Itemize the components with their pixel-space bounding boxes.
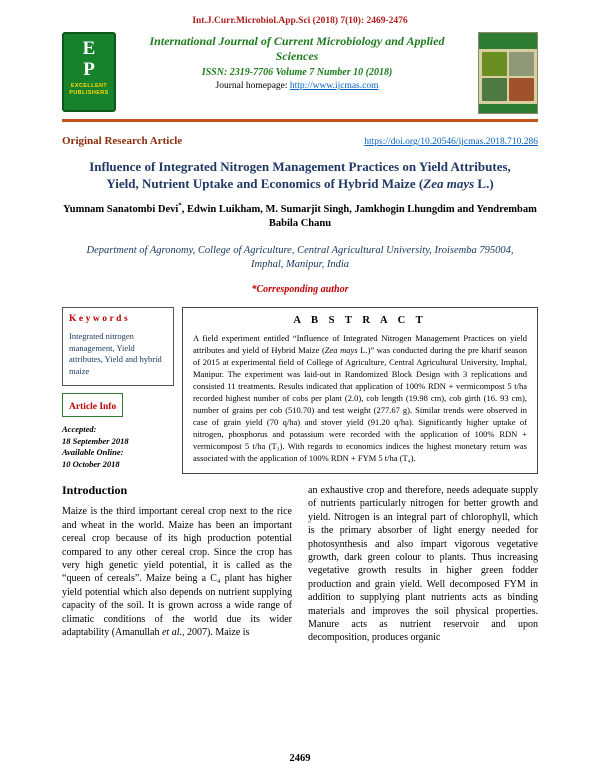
- logo-caption: [69, 83, 108, 97]
- article-sidebar: [62, 307, 174, 470]
- article-meta-row: [62, 135, 538, 147]
- author-first: Yumnam Sanatombi Devi: [63, 204, 179, 215]
- logo-letter-p: P: [83, 59, 95, 80]
- corresponding-star: *: [178, 201, 182, 210]
- accepted-date: 18 September 2018: [62, 435, 129, 446]
- cover-photo: [509, 78, 534, 102]
- author-rest: , Edwin Luikham, M. Sumarjit Singh, Jamkhogin Lhungdim and Yendrembam Babila Chanu: [181, 204, 537, 229]
- publisher-logo: [62, 32, 116, 112]
- homepage-label: Journal homepage:: [215, 81, 290, 91]
- logo-letter-e: E: [82, 38, 96, 59]
- cover-top-band: [479, 33, 537, 49]
- abstract-heading: A B S T R A C T: [293, 315, 427, 326]
- keywords-heading: Keywords: [69, 314, 131, 324]
- homepage-link[interactable]: http://www.ijcmas.com: [289, 81, 379, 91]
- body-columns: [62, 484, 538, 645]
- article-info-box: [62, 393, 123, 417]
- cover-photo: [482, 78, 507, 102]
- article-type-label: Original Research Article: [62, 135, 183, 147]
- abstract-text-part2: L.)” was conducted during the pre kharif season of 2015 at experimental field of College of Agriculture, Central Agricultural University, Imphal, Manipur. The experiment was laid-out in Randomized Block Design with 3 replications and consisted 11 treatments. Results indicated that application of 100% RDN + vermicompost 5 t/ha recorded highest number of cobs per plant (2.0), cob length (19.98 cm), cob girth (16. 93 cm), number of grains per cob (510.70) and test weight (277.67 g). Similar trends were observed in case of grain yield (70 q/ha) and stover yield (91.20 q/ha). Significantly higher uptake of nitrogen, phosphorus and potassium were recorded with the application of 100% RDN + vermicompost 5 t/ha (T₃). With regards to economics indices the highest monetary return was associated with the application of 100% RDN + FYM 5 t/ha (T₄).: [193, 345, 527, 463]
- logo-caption-line1: EXCELLENT: [70, 83, 108, 89]
- available-online-date: 10 October 2018: [62, 458, 120, 469]
- cover-photo-grid: [479, 49, 537, 104]
- abstract-box: [182, 307, 538, 474]
- keywords-box: [62, 307, 174, 386]
- body-left-column: [62, 484, 292, 645]
- doi-link[interactable]: https://doi.org/10.20546/ijcmas.2018.710.286: [364, 137, 538, 147]
- abstract-region: [62, 307, 538, 474]
- article-title: [79, 158, 521, 192]
- abstract-text-part1: A field experiment entitled “Influence of Integrated Nitrogen Management Practices on yield attributes and yield of Hybrid Maize (: [193, 333, 527, 355]
- body-right-column: [308, 484, 538, 645]
- accepted-label: Accepted:: [62, 424, 97, 434]
- journal-name: International Journal of Current Microbiology and Applied Sciences: [149, 34, 445, 63]
- intro-text-part1: Maize is the third important cereal crop next to the rice and wheat in the world. Maize has been an important cereal crop because of its high production potential compared to any other cereal crop. Since the crop has very high genetic yield potential, it is called as the “queen of cereals”. Maize being a C₄ plant has higher yield potential which also depends on nutrient supplying capacity of the soil. It is grown across a wide range of climatic conditions of the world due its wider adaptability (Amanullah: [62, 506, 292, 639]
- abstract-text: [193, 332, 527, 464]
- issn-volume-line: ISSN: 2319-7706 Volume 7 Number 10 (2018): [201, 67, 393, 78]
- keywords-text: Integrated nitrogen management, Yield attributes, Yield and hybrid maize: [69, 331, 162, 376]
- author-list: [62, 203, 538, 231]
- logo-caption-line2: PUBLISHERS: [69, 90, 109, 96]
- article-title-species: Zea mays: [423, 176, 475, 191]
- corresponding-author-note: *Corresponding author: [251, 284, 349, 295]
- citation-line: Int.J.Curr.Microbiol.App.Sci (2018) 7(10): 2469-2476: [192, 16, 408, 26]
- article-title-end: L.): [474, 176, 494, 191]
- article-title-text: Influence of Integrated Nitrogen Management Practices on Yield Attributes, Yield, Nutrient Uptake and Economics of Hybrid Maize (: [89, 159, 511, 191]
- cover-photo: [482, 52, 507, 76]
- cover-photo: [509, 52, 534, 76]
- intro-text-right: an exhaustive crop and therefore, needs adequate supply of nutrients particularly nitrogen for better growth and yield. Nitrogen is an integral part of chlorophyll, which is the primary absorber of light energy needed for photosynthesis and also impart vigorous vegetative growth, dark green colour to plants. Thus increasing vegetative growth results in higher green fodder production and grain yield. Well decomposed FYM in addition to supplying plant nutrients acts as binding materials and improves the soil physical properties. Manure acts as nutrient reservoir and upon decomposition, produces organic: [308, 485, 538, 644]
- journal-header: [62, 32, 538, 114]
- journal-cover-thumbnail: [478, 32, 538, 114]
- introduction-heading: Introduction: [62, 483, 128, 497]
- affiliation: Department of Agronomy, College of Agriculture, Central Agricultural University, Iroisemba 795004, Imphal, Manipur, India: [86, 245, 514, 270]
- page-number: 2469: [289, 753, 311, 764]
- article-dates: [62, 424, 174, 470]
- article-info-heading: Article Info: [69, 402, 117, 412]
- intro-text-part2: 2007). Maize is: [184, 627, 250, 639]
- abstract-species-italic: Zea mays: [324, 345, 358, 355]
- journal-masthead: [126, 32, 468, 114]
- available-online-label: Available Online:: [62, 447, 124, 457]
- intro-etal-italic: et al.,: [161, 627, 185, 639]
- homepage-line: [126, 81, 468, 91]
- header-divider: [62, 119, 538, 122]
- cover-bottom-band: [479, 104, 537, 113]
